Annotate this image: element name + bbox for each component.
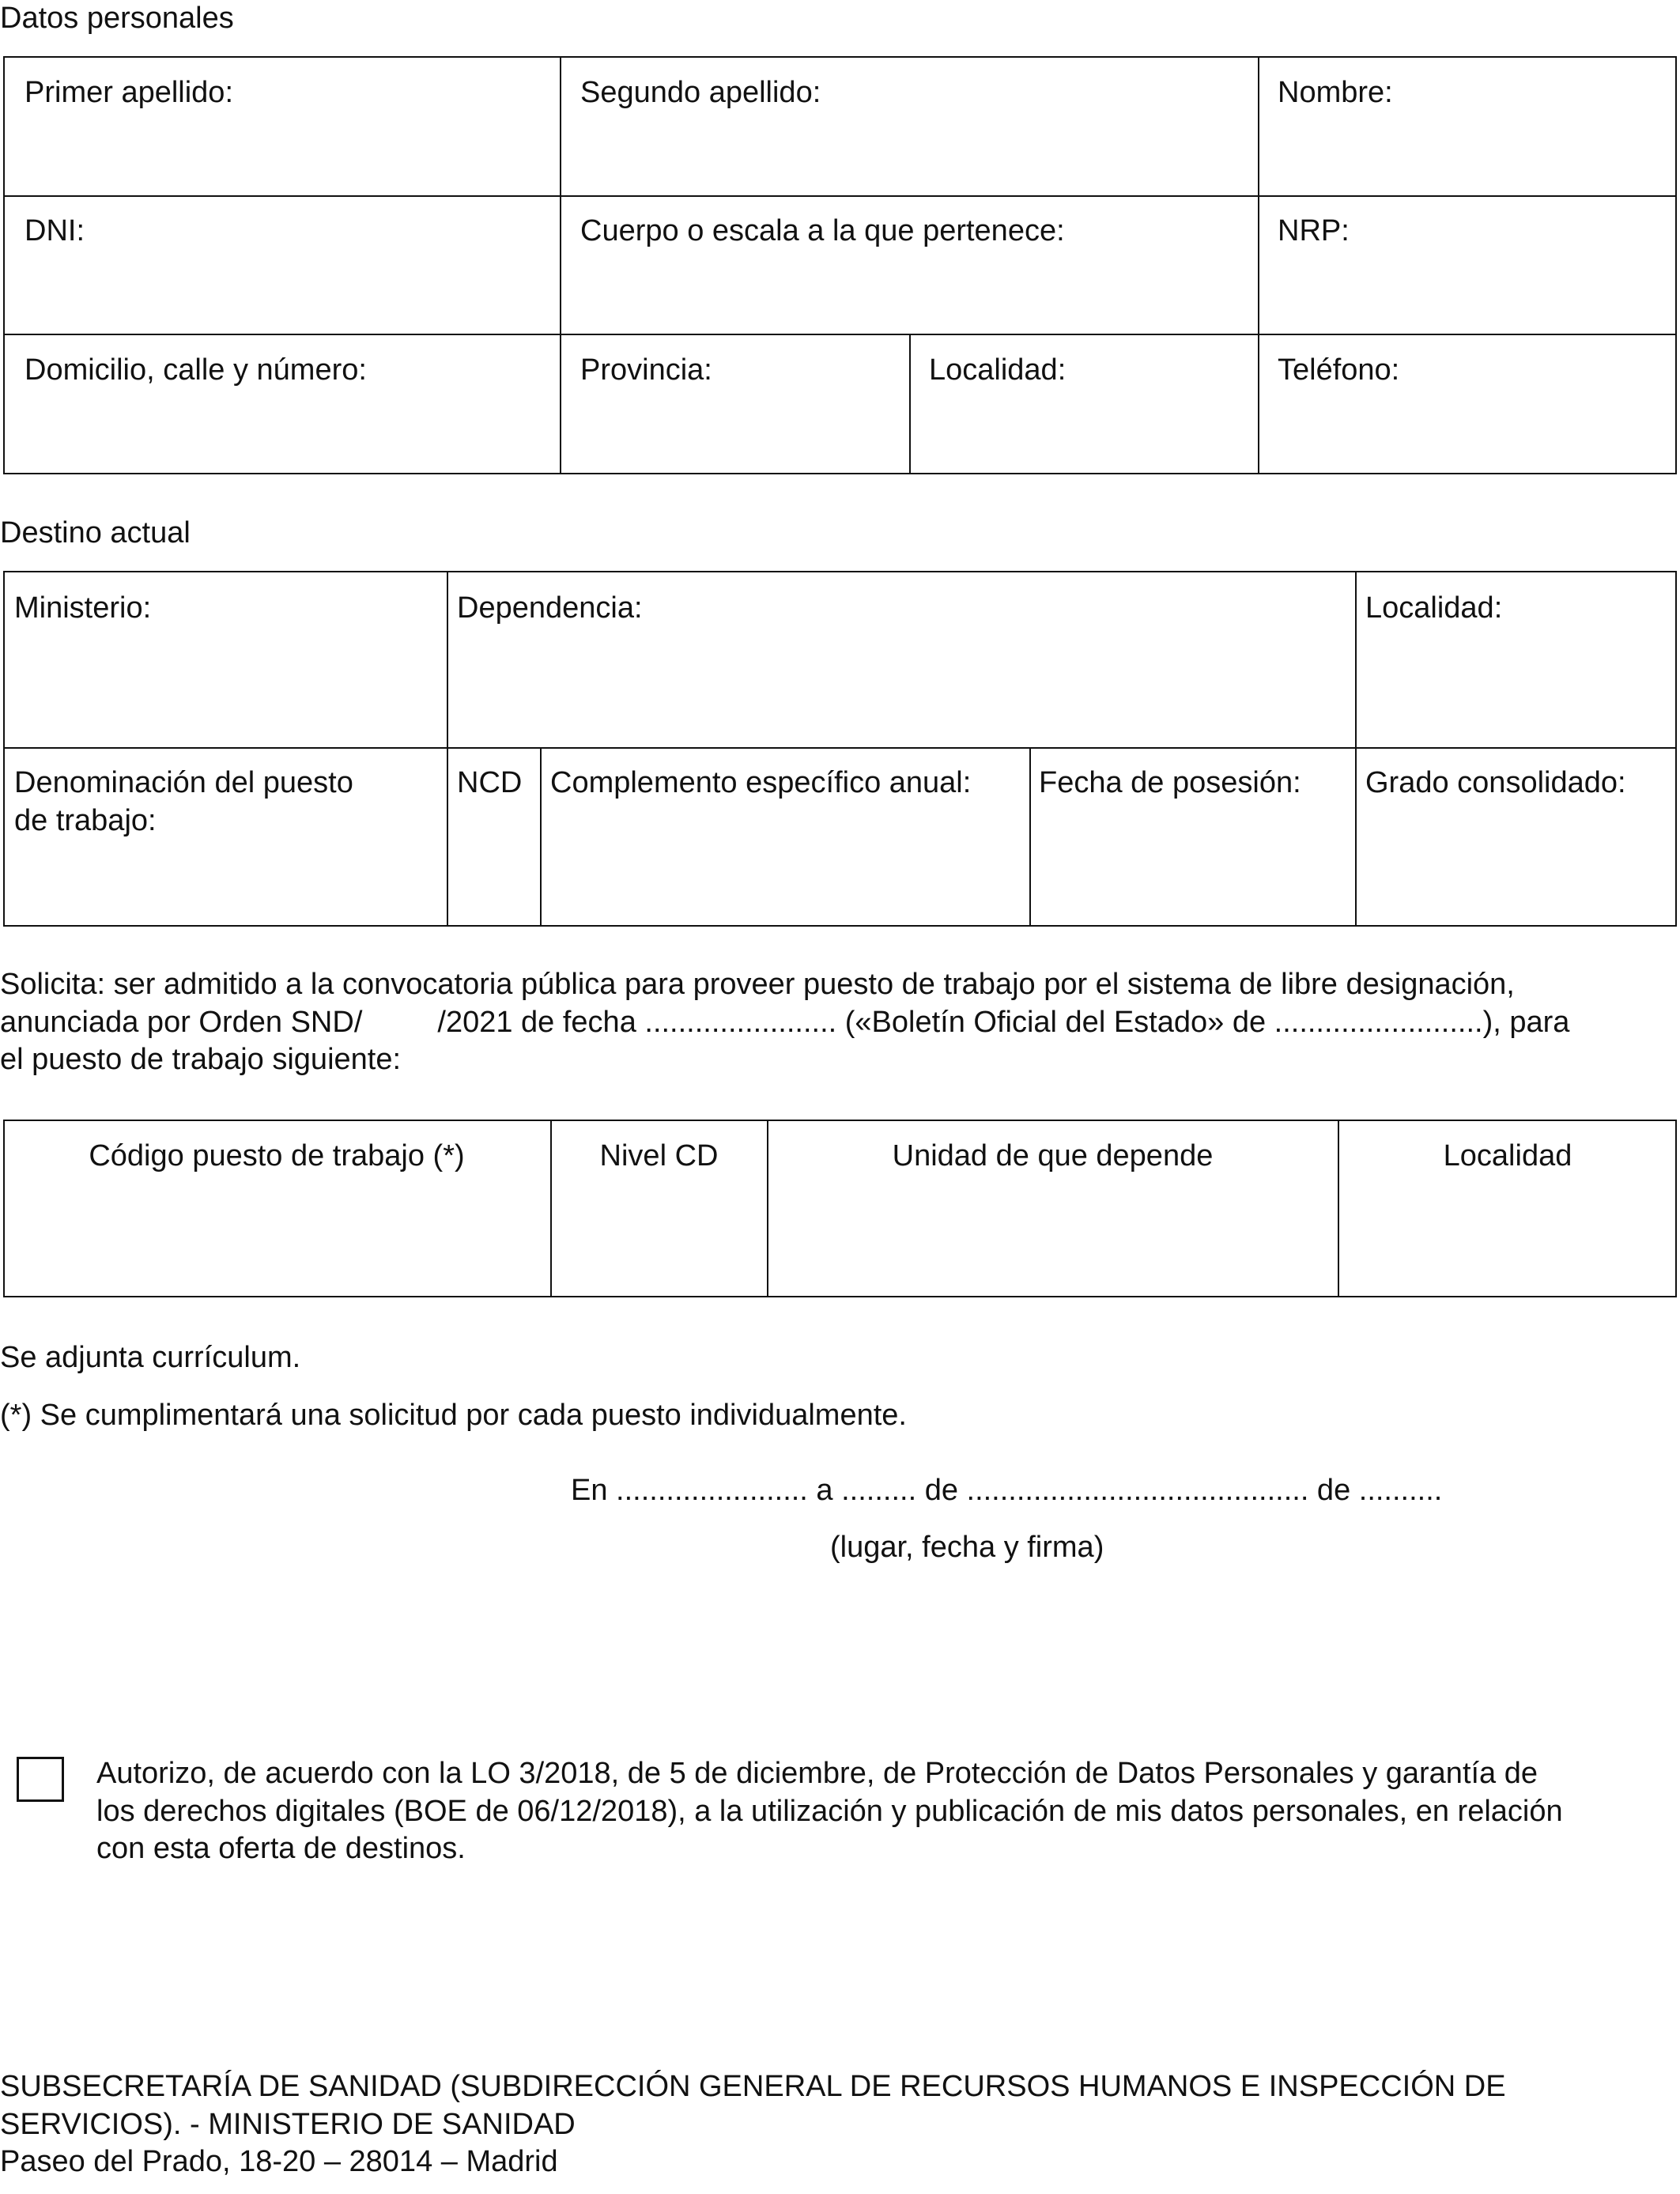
footer-line-1: SUBSECRETARÍA DE SANIDAD (SUBDIRECCIÓN GENERAL DE RECURSOS HUMANOS E INSPECCIÓN DE: [0, 2070, 1506, 2103]
domicilio-field[interactable]: Domicilio, calle y número:: [25, 353, 367, 387]
destino-localidad-field[interactable]: Localidad:: [1365, 591, 1503, 625]
dni-field[interactable]: DNI:: [25, 214, 85, 247]
telefono-field[interactable]: Teléfono:: [1278, 353, 1400, 387]
authorization-text: [96, 1755, 1563, 1868]
cuerpo-escala-field[interactable]: Cuerpo o escala a la que pertenece:: [580, 214, 1065, 247]
complemento-especifico-field[interactable]: Complemento específico anual:: [550, 766, 972, 799]
signature-caption: (lugar, fecha y firma): [830, 1531, 1104, 1564]
denominacion-puesto-field[interactable]: [14, 765, 353, 840]
authorization-line-1: Autorizo, de acuerdo con la LO 3/2018, de 5 de diciembre, de Protección de Datos Personales y garantía de: [96, 1757, 1538, 1790]
codigo-puesto-field[interactable]: Código puesto de trabajo (*): [89, 1139, 465, 1173]
column-divider: [1258, 56, 1259, 474]
segundo-apellido-field[interactable]: Segundo apellido:: [580, 76, 821, 109]
puesto-localidad-field[interactable]: Localidad: [1443, 1139, 1572, 1173]
row-divider: [3, 747, 1677, 749]
solicita-line-1: Solicita: ser admitido a la convocatoria pública para proveer puesto de trabajo por el sistema de libre designación,: [0, 968, 1515, 1001]
signature-line[interactable]: En ....................... a ......... de ......................................... de ..........: [571, 1474, 1443, 1507]
column-divider: [1355, 571, 1357, 927]
curriculum-note: Se adjunta currículum.: [0, 1341, 301, 1374]
fecha-posesion-field[interactable]: Fecha de posesión:: [1039, 766, 1301, 799]
column-divider: [560, 56, 561, 474]
nivel-cd-field[interactable]: Nivel CD: [599, 1139, 719, 1173]
solicita-line-2: anunciada por Orden SND/ /2021 de fecha ....................... («Boletín Oficial del Estado» de .........................), para: [0, 1005, 1570, 1039]
row-divider: [3, 195, 1677, 197]
row-divider: [3, 334, 1677, 335]
dependencia-field[interactable]: Dependencia:: [457, 591, 643, 625]
authorization-checkbox[interactable]: [17, 1757, 64, 1802]
column-divider: [909, 334, 911, 474]
authorization-line-3: con esta oferta de destinos.: [96, 1832, 466, 1865]
authorization-line-2: los derechos digitales (BOE de 06/12/2018), a la utilización y publicación de mis datos personales, en relación: [96, 1794, 1563, 1828]
primer-apellido-field[interactable]: Primer apellido:: [25, 76, 233, 109]
ministerio-field[interactable]: Ministerio:: [14, 591, 152, 625]
provincia-field[interactable]: Provincia:: [580, 353, 712, 387]
destino-section-title: Destino actual: [0, 516, 191, 549]
ncd-field[interactable]: NCD: [457, 766, 523, 799]
denominacion-line-1: Denominación del puesto: [14, 766, 353, 799]
column-divider: [1029, 747, 1031, 927]
solicita-line-3: el puesto de trabajo siguiente:: [0, 1043, 402, 1076]
asterisk-note: (*) Se cumplimentará una solicitud por cada puesto individualmente.: [0, 1399, 907, 1432]
column-divider: [447, 571, 448, 927]
denominacion-line-2: de trabajo:: [14, 803, 157, 837]
footer: [0, 2068, 1506, 2181]
column-divider: [540, 747, 542, 927]
footer-line-2: SERVICIOS). - MINISTERIO DE SANIDAD: [0, 2107, 576, 2141]
personal-table-border: [3, 56, 1677, 474]
unidad-depende-field[interactable]: Unidad de que depende: [892, 1139, 1214, 1173]
footer-line-3: Paseo del Prado, 18-20 – 28014 – Madrid: [0, 2145, 558, 2178]
solicita-paragraph: [0, 966, 1677, 1079]
nombre-field[interactable]: Nombre:: [1278, 76, 1393, 109]
localidad-field[interactable]: Localidad:: [929, 353, 1067, 387]
personal-section-title: Datos personales: [0, 2, 234, 35]
grado-consolidado-field[interactable]: Grado consolidado:: [1365, 766, 1626, 799]
nrp-field[interactable]: NRP:: [1278, 214, 1350, 247]
